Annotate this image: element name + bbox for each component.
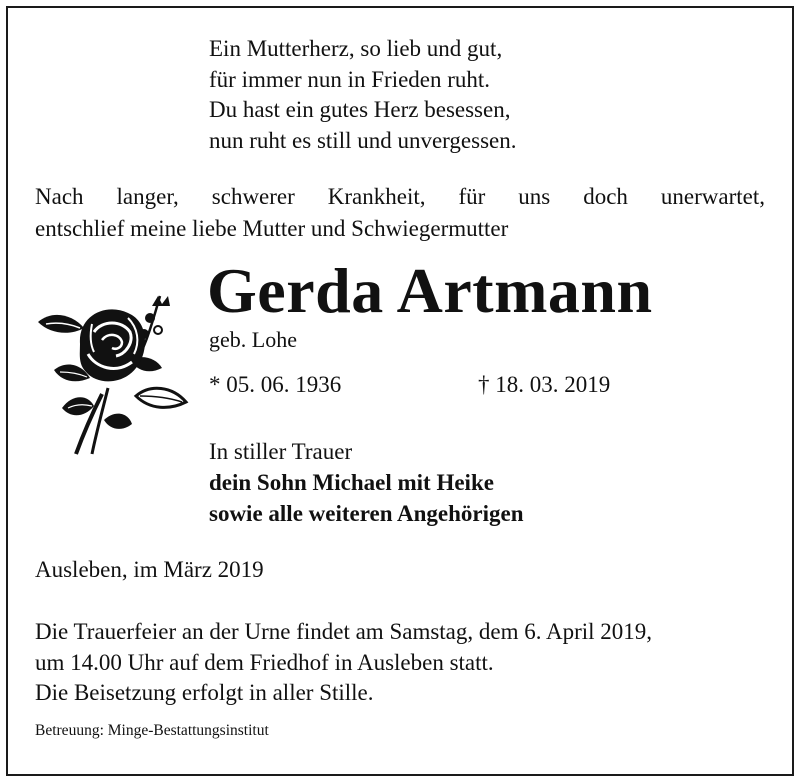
service-line: um 14.00 Uhr auf dem Friedhof in Ausleben statt. [35,649,494,675]
intro-text [35,181,765,245]
place-date: Ausleben, im März 2019 [35,557,264,582]
mourners-heading: In stiller Trauer [209,439,353,464]
rose-icon [32,284,192,456]
mourners [209,436,524,529]
poem-line: nun ruht es still und unvergessen. [209,127,517,153]
intro-line: entschlief meine liebe Mutter und Schwiegermutter [35,216,509,241]
funeral-home-credit: Betreuung: Minge-Bestattungsinstitut [35,722,269,739]
service-info [35,617,652,709]
poem [209,34,517,156]
mourners-line: dein Sohn Michael mit Heike [209,470,494,495]
death-date: † 18. 03. 2019 [478,372,611,397]
maiden-name: geb. Lohe [209,327,297,352]
service-line: Die Beisetzung erfolgt in aller Stille. [35,680,374,705]
poem-line: für immer nun in Frieden ruht. [209,66,491,92]
poem-line: Ein Mutterherz, so lieb und gut, [209,36,503,61]
deceased-name: Gerda Artmann [207,255,653,326]
service-line: Die Trauerfeier an der Urne findet am Samstag, dem 6. April 2019, [35,619,653,644]
poem-line: Du hast ein gutes Herz besessen, [209,97,511,122]
birth-date: * 05. 06. 1936 [209,372,342,397]
mourners-line: sowie alle weiteren Angehörigen [209,501,524,526]
intro-line: Nach langer, schwerer Krankheit, für uns doch unerwartet, [35,184,765,209]
